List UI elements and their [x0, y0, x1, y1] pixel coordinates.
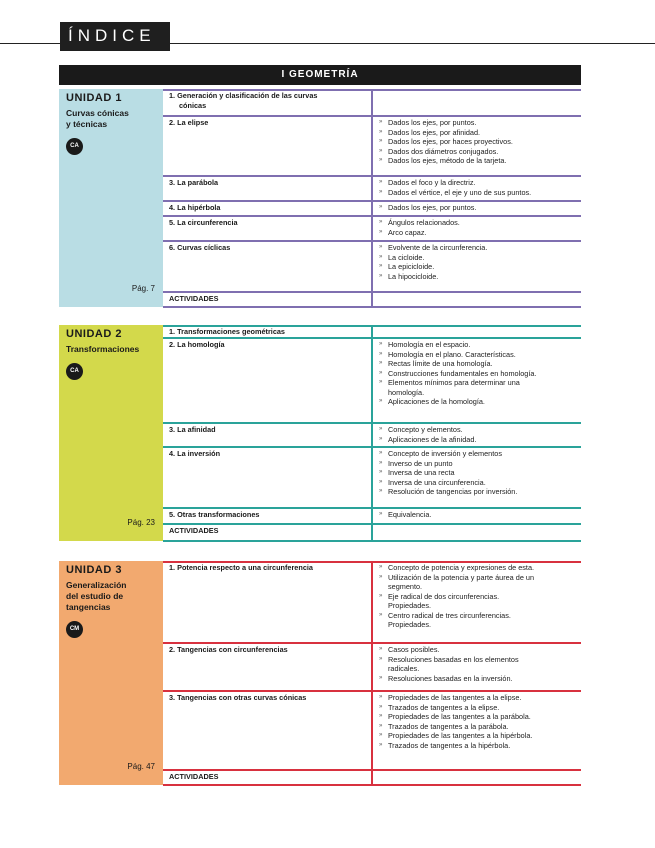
detail-item: » Arco capaz.	[379, 228, 577, 238]
topic-line: 5. Otras transformaciones	[169, 510, 260, 519]
detail-item: » Resoluciones basadas en la inversión.	[379, 674, 577, 684]
detail-item: » Propiedades de las tangentes a la elipse.	[379, 693, 577, 703]
detail-item: » Dados los ejes, por afinidad.	[379, 128, 577, 138]
detail-item-continuation: Propiedades.	[388, 620, 432, 629]
topic-cell	[163, 561, 371, 643]
topic-line: 4. La hipérbola	[169, 203, 221, 212]
topic-cell	[163, 447, 371, 508]
detail-cell	[371, 216, 581, 241]
unit-sidebar	[59, 325, 163, 541]
topic-cell	[163, 524, 371, 541]
detail-item: » Ángulos relacionados.	[379, 218, 577, 228]
detail-cell	[371, 524, 581, 541]
detail-item: » Concepto de inversión y elementos	[379, 449, 577, 459]
unit-page-number: Pág. 7	[131, 284, 155, 293]
topic-cell	[163, 176, 371, 201]
topic-line: 3. La afinidad	[169, 425, 216, 434]
detail-item: » Equivalencia.	[379, 510, 577, 520]
unit-name-line: Curvas cónicas	[66, 108, 129, 118]
section-title: I GEOMETRÍA	[59, 65, 581, 85]
detail-item-continuation: Propiedades.	[388, 601, 432, 610]
topic-cell	[163, 116, 371, 176]
detail-item: » Dados los ejes, por haces proyectivos.	[379, 137, 577, 147]
unit-page-number: Pág. 23	[127, 518, 155, 527]
detail-item: » Rectas límite de una homología.	[379, 359, 577, 369]
detail-item: » Centro radical de tres circunferencias.	[379, 611, 577, 621]
index-title: ÍNDICE	[68, 26, 156, 45]
detail-cell	[371, 423, 581, 447]
detail-cell	[371, 770, 581, 785]
detail-item: » Homología en el plano. Características.	[379, 350, 577, 360]
detail-cell	[371, 338, 581, 423]
topic-line: ACTIVIDADES	[169, 294, 219, 303]
detail-item-continuation: segmento.	[388, 582, 423, 591]
detail-item: » Eje radical de dos circunferencias.	[379, 592, 577, 602]
detail-cell	[371, 176, 581, 201]
detail-item: » Casos posibles.	[379, 645, 577, 655]
detail-item: » Construcciones fundamentales en homología.	[379, 369, 577, 379]
detail-item: » Elementos mínimos para determinar una	[379, 378, 577, 388]
detail-item: » Trazados de tangentes a la parábola.	[379, 722, 577, 732]
detail-item: » Resoluciones basadas en los elementos	[379, 655, 577, 665]
detail-item: » Dados los ejes, por puntos.	[379, 118, 577, 128]
unit-topics-table	[163, 325, 581, 541]
detail-item: » Utilización de la potencia y parte áurea de un	[379, 573, 577, 583]
column-rule	[371, 89, 373, 307]
topic-cell	[163, 508, 371, 524]
unit-name-line: Transformaciones	[66, 344, 140, 354]
topic-line: 2. Tangencias con circunferencias	[169, 645, 288, 654]
topic-cell	[163, 643, 371, 691]
detail-cell	[371, 643, 581, 691]
detail-cell	[371, 241, 581, 292]
detail-item: » Concepto y elementos.	[379, 425, 577, 435]
unit-name	[66, 108, 156, 130]
detail-cell	[371, 447, 581, 508]
detail-item: » Aplicaciones de la homología.	[379, 397, 577, 407]
detail-item: » Inverso de un punto	[379, 459, 577, 469]
unit-number: UNIDAD 1	[66, 92, 122, 104]
unit-sidebar	[59, 561, 163, 785]
topic-line: cónicas	[179, 101, 207, 110]
unit-number: UNIDAD 3	[66, 564, 122, 576]
topic-line: 2. La elipse	[169, 118, 209, 127]
detail-item: » Dados el vértice, el eje y uno de sus puntos.	[379, 188, 577, 198]
unit-name-line: del estudio de	[66, 591, 124, 601]
detail-item: » Concepto de potencia y expresiones de esta.	[379, 563, 577, 573]
unit-name-line: Generalización	[66, 580, 127, 590]
detail-item: » Homología en el espacio.	[379, 340, 577, 350]
detail-cell	[371, 561, 581, 643]
topic-line: 6. Curvas cíclicas	[169, 243, 231, 252]
detail-cell	[371, 691, 581, 770]
unit-topics-table	[163, 561, 581, 785]
topic-line: 1. Transformaciones geométricas	[169, 327, 285, 336]
unit-name-line: y técnicas	[66, 119, 108, 129]
detail-item: » Evolvente de la circunferencia.	[379, 243, 577, 253]
topic-line: 4. La inversión	[169, 449, 221, 458]
detail-item: » Trazados de tangentes a la elipse.	[379, 703, 577, 713]
detail-item: » La cicloide.	[379, 253, 577, 263]
unit-name-line: tangencias	[66, 602, 111, 612]
detail-item: » Dados el foco y la directriz.	[379, 178, 577, 188]
detail-item: » Trazados de tangentes a la hipérbola.	[379, 741, 577, 751]
column-rule	[371, 325, 373, 541]
detail-cell	[371, 508, 581, 524]
topic-cell	[163, 691, 371, 770]
topic-line: 3. Tangencias con otras curvas cónicas	[169, 693, 307, 702]
detail-item: » Propiedades de las tangentes a la hipérbola.	[379, 731, 577, 741]
unit-sidebar	[59, 89, 163, 307]
detail-item: » Dados los ejes, por puntos.	[379, 203, 577, 213]
unit-badge-icon: CA	[66, 363, 83, 380]
unit-page-number: Pág. 47	[127, 762, 155, 771]
detail-cell	[371, 116, 581, 176]
detail-cell	[371, 292, 581, 307]
topic-cell	[163, 423, 371, 447]
detail-item: » Inversa de una circunferencia.	[379, 478, 577, 488]
detail-item: » Dados dos diámetros conjugados.	[379, 147, 577, 157]
topic-line: 1. Generación y clasificación de las curvas	[169, 91, 318, 100]
unit-name	[66, 580, 156, 613]
unit-topics-table	[163, 89, 581, 307]
topic-line: ACTIVIDADES	[169, 526, 219, 535]
column-rule	[371, 561, 373, 785]
unit-2	[59, 325, 581, 541]
topic-cell	[163, 338, 371, 423]
index-header	[60, 22, 170, 51]
topic-cell	[163, 241, 371, 292]
topic-cell	[163, 216, 371, 241]
detail-cell	[371, 89, 581, 116]
topic-line: 5. La circunferencia	[169, 218, 238, 227]
detail-item: » Aplicaciones de la afinidad.	[379, 435, 577, 445]
topic-cell	[163, 201, 371, 216]
detail-item: » La hipocicloide.	[379, 272, 577, 282]
unit-badge-icon: CA	[66, 138, 83, 155]
topic-line: 1. Potencia respecto a una circunferencia	[169, 563, 313, 572]
unit-number: UNIDAD 2	[66, 328, 122, 340]
detail-item: » Resolución de tangencias por inversión.	[379, 487, 577, 497]
detail-item: » Propiedades de las tangentes a la parábola.	[379, 712, 577, 722]
detail-item: » Inversa de una recta	[379, 468, 577, 478]
unit-3	[59, 561, 581, 785]
detail-cell	[371, 201, 581, 216]
topic-cell	[163, 89, 371, 116]
topic-cell	[163, 770, 371, 785]
topic-line: 3. La parábola	[169, 178, 219, 187]
topic-line: 2. La homología	[169, 340, 225, 349]
detail-item: » La epicicloide.	[379, 262, 577, 272]
unit-name	[66, 344, 156, 355]
unit-1	[59, 89, 581, 307]
unit-badge-icon: CM	[66, 621, 83, 638]
detail-item-continuation: homología.	[388, 387, 425, 397]
detail-item-continuation: radicales.	[388, 664, 420, 673]
detail-item: » Dados los ejes, método de la tarjeta.	[379, 156, 577, 166]
topic-line: ACTIVIDADES	[169, 772, 219, 781]
topic-cell	[163, 292, 371, 307]
